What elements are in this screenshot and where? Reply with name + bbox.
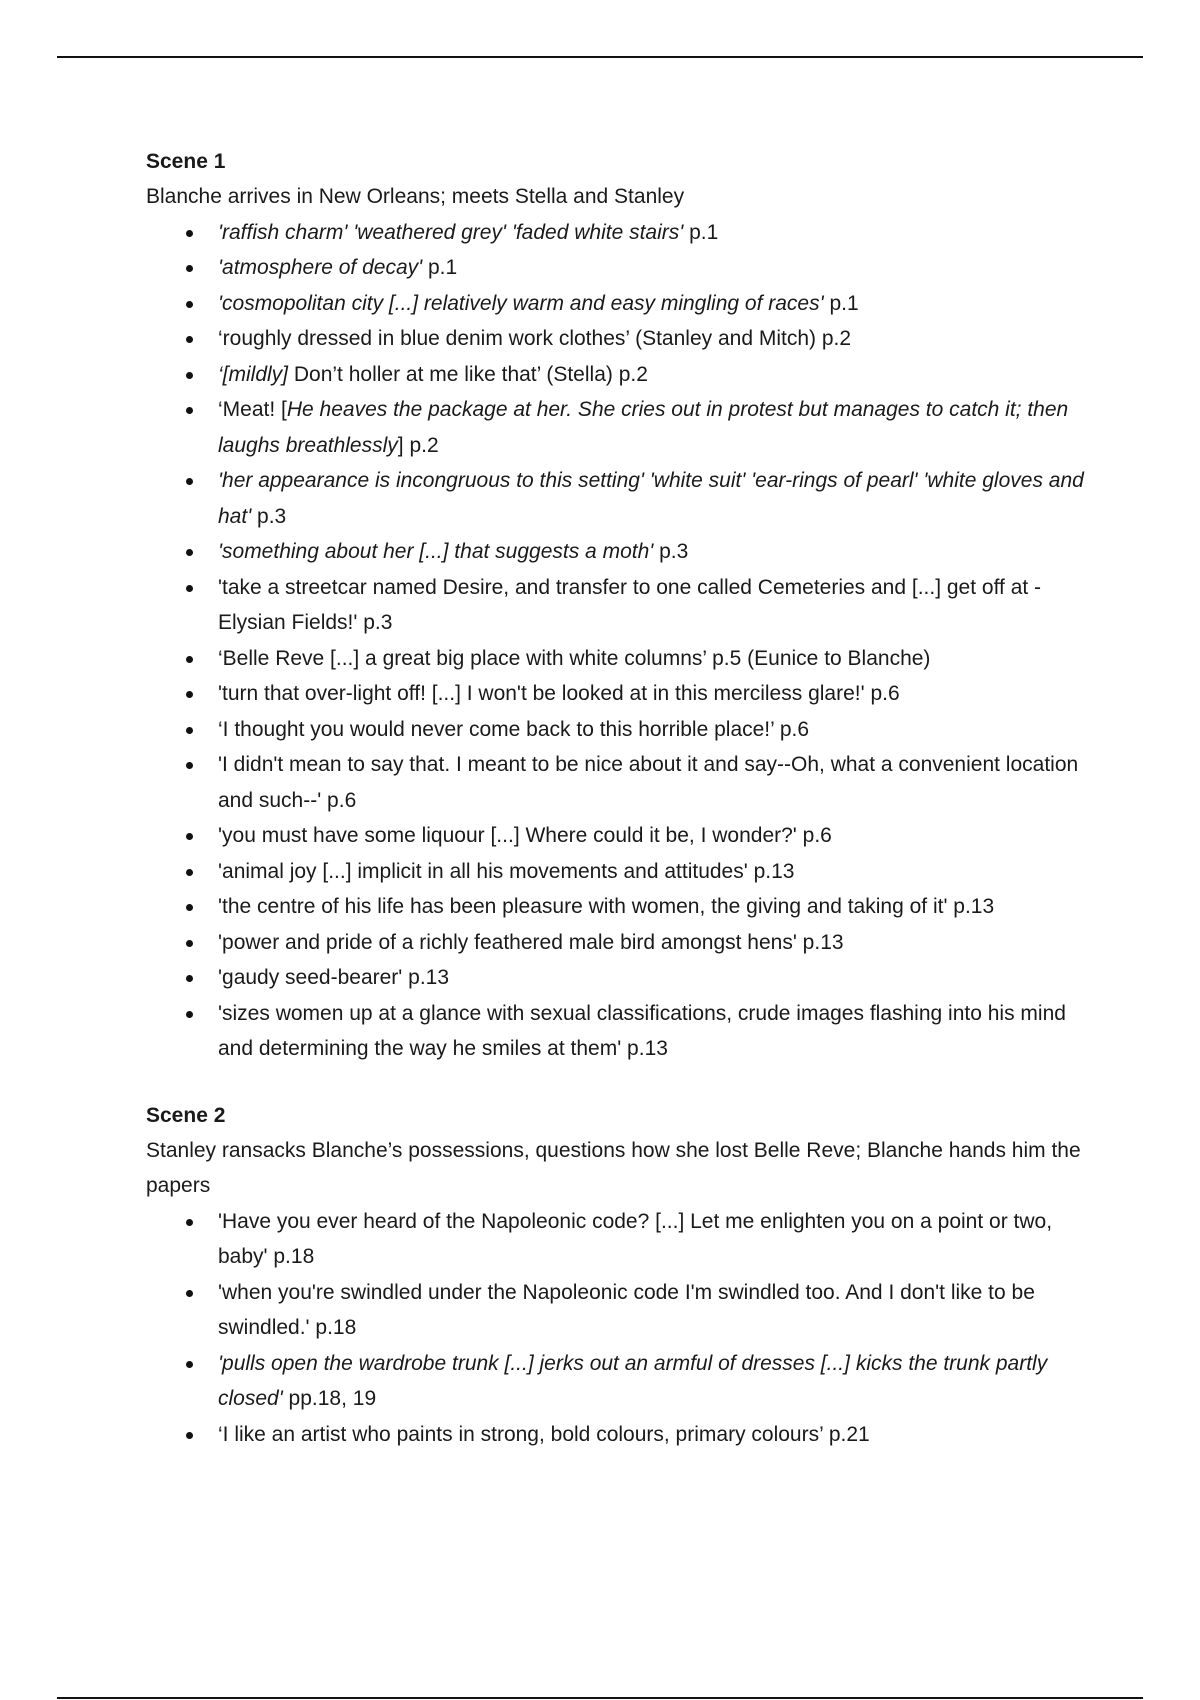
quote-item	[218, 996, 1096, 1067]
quote-text: 'the centre of his life has been pleasure with women, the giving and taking of it' p.13	[218, 895, 995, 918]
document-body	[146, 145, 1096, 1484]
quote-text: 'gaudy seed-bearer' p.13	[218, 966, 450, 989]
quote-item	[218, 215, 1096, 251]
quote-item	[218, 321, 1096, 357]
quote-text: ] p.2	[397, 433, 439, 457]
quote-list	[146, 215, 1096, 1067]
quote-item	[218, 357, 1096, 393]
quote-text: 'something about her [...] that suggests a moth'	[218, 540, 654, 563]
quote-item	[218, 854, 1096, 890]
quote-text: 'animal joy [...] implicit in all his movements and attitudes' p.13	[218, 859, 795, 883]
quote-text: 'turn that over-light off! [...] I won't be looked at in this merciless glare!' p.6	[218, 682, 900, 705]
quote-item	[218, 250, 1096, 286]
quote-text: Don’t holler at me like that’ (Stella) p.2	[288, 362, 648, 386]
quote-item	[218, 1417, 1096, 1453]
quote-text: p.1	[422, 256, 458, 279]
quote-item	[218, 1346, 1096, 1417]
quote-item	[218, 1204, 1096, 1275]
quote-item	[218, 889, 1096, 925]
quote-item	[218, 463, 1096, 534]
quote-text: 'her appearance is incongruous to this setting' 'white suit' 'ear-rings of pearl' 'white gloves and hat'	[218, 469, 1084, 528]
quote-text: 'cosmopolitan city [...] relatively warm and easy mingling of races'	[218, 291, 824, 315]
header-rule	[57, 56, 1143, 58]
quote-item	[218, 534, 1096, 570]
quote-text: ‘I thought you would never come back to this horrible place!’ p.6	[218, 717, 810, 741]
quote-text: 'power and pride of a richly feathered male bird amongst hens' p.13	[218, 930, 844, 954]
quote-text: p.3	[251, 504, 287, 528]
quote-text: ‘[mildly]	[218, 362, 289, 386]
quote-text: 'atmosphere of decay'	[218, 256, 423, 279]
quote-text: 'take a streetcar named Desire, and transfer to one called Cemeteries and [...] get off at - Elysian Fields!' p.3	[218, 575, 1042, 634]
quote-text: pp.18, 19	[282, 1387, 377, 1410]
quote-item	[218, 925, 1096, 961]
scene-summary: Blanche arrives in New Orleans; meets Stella and Stanley	[146, 185, 685, 208]
quote-text: ‘Belle Reve [...] a great big place with white columns’ p.5 (Eunice to Blanche)	[218, 646, 931, 670]
quote-text: 'raffish charm' 'weathered grey' 'faded white stairs'	[218, 220, 684, 244]
quote-text: ‘I like an artist who paints in strong, bold colours, primary colours’ p.21	[218, 1422, 870, 1446]
quote-item	[218, 1275, 1096, 1346]
quote-item	[218, 286, 1096, 322]
quote-text: 'pulls open the wardrobe trunk [...] jerks out an armful of dresses [...] kicks the trunk partly closed'	[218, 1351, 1048, 1410]
quote-item	[218, 570, 1096, 641]
quote-text: 'you must have some liquour [...] Where could it be, I wonder?' p.6	[218, 824, 832, 847]
quote-text: 'when you're swindled under the Napoleonic code I'm swindled too. And I don't like to be swindled.' p.18	[218, 1280, 1035, 1339]
quote-text: 'sizes women up at a glance with sexual classifications, crude images flashing into his mind and determining the way he smiles at them' p.13	[218, 1001, 1066, 1060]
quote-text: ‘roughly dressed in blue denim work clothes’ (Stanley and Mitch) p.2	[218, 327, 852, 350]
quote-text: p.1	[823, 291, 859, 315]
quote-item	[218, 747, 1096, 818]
quote-text: 'I didn't mean to say that. I meant to be nice about it and say--Oh, what a convenient location and such--' p.6	[218, 753, 1079, 812]
quote-item	[218, 392, 1096, 463]
quote-item	[218, 960, 1096, 996]
quote-text: p.1	[683, 220, 719, 244]
quote-item	[218, 676, 1096, 712]
scene-summary: Stanley ransacks Blanche’s possessions, questions how she lost Belle Reve; Blanche hands him the papers	[146, 1138, 1081, 1197]
scene-heading: Scene 2	[146, 1103, 226, 1127]
quote-item	[218, 712, 1096, 748]
quote-text: He heaves the package at her. She cries out in protest but manages to catch it; then laughs breathlessly	[218, 398, 1069, 457]
quote-text: p.3	[653, 540, 689, 563]
quote-list	[146, 1204, 1096, 1453]
scene-2	[146, 1099, 1096, 1453]
quote-text: 'Have you ever heard of the Napoleonic code? [...] Let me enlighten you on a point or two, baby' p.18	[218, 1209, 1053, 1268]
scene-heading: Scene 1	[146, 150, 226, 173]
quote-item	[218, 818, 1096, 854]
scene-1	[146, 145, 1096, 1067]
quote-item	[218, 641, 1096, 677]
footer-rule	[57, 1697, 1143, 1699]
quote-text: ‘Meat! [	[218, 398, 287, 421]
